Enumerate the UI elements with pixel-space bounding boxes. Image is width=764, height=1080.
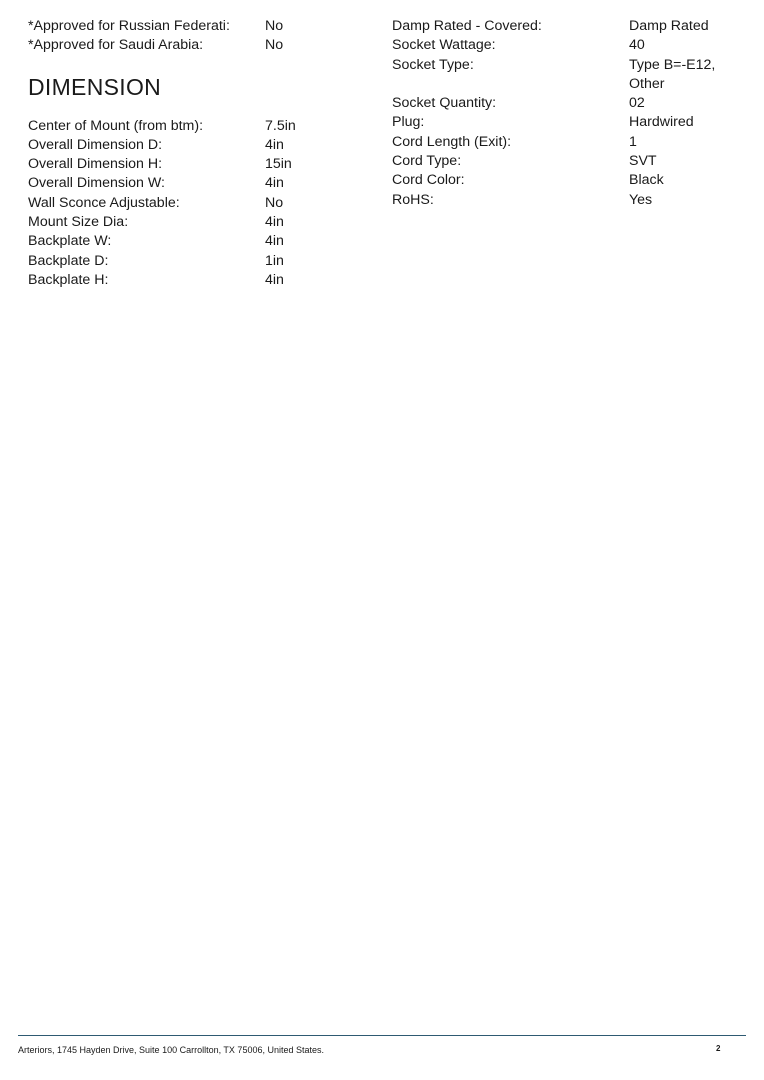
spec-row-overall-dimension-h [28, 155, 358, 174]
spec-label: *Approved for Saudi Arabia: [28, 37, 204, 54]
right-spec-column [392, 17, 732, 210]
spec-label: Center of Mount (from btm): [28, 117, 204, 134]
spec-value: Yes [629, 191, 653, 208]
spec-label: Backplate D: [28, 252, 109, 269]
spec-value-line: Other [629, 75, 665, 92]
spec-row-overall-dimension-w [28, 174, 358, 193]
spec-row-cord-type [392, 152, 732, 171]
spec-value: No [265, 194, 284, 211]
spec-value: 4in [265, 214, 284, 231]
spec-value: 15in [265, 156, 292, 173]
spec-row-socket-quantity [392, 94, 732, 113]
spec-row-backplate-h [28, 271, 358, 290]
spec-value: 4in [265, 233, 284, 250]
spec-label: Wall Sconce Adjustable: [28, 194, 180, 211]
spec-label: Socket Wattage: [392, 37, 496, 54]
spec-row-plug [392, 113, 732, 132]
footer-divider [18, 1035, 746, 1036]
spec-row-socket-wattage [392, 36, 732, 55]
spec-label: Overall Dimension W: [28, 175, 165, 192]
spec-label: Cord Color: [392, 172, 465, 189]
spec-label: Overall Dimension D: [28, 136, 163, 153]
left-spec-column [28, 17, 358, 290]
spec-value: 7.5in [265, 117, 296, 134]
spec-row-socket-type [392, 56, 732, 95]
spec-value: 1in [265, 252, 284, 269]
page-number: 2 [716, 1044, 721, 1053]
dimension-heading: DIMENSION [28, 73, 162, 100]
spec-row-saudi-approval [28, 36, 358, 55]
spec-row-wall-sconce-adjustable [28, 194, 358, 213]
spec-row-backplate-d [28, 252, 358, 271]
spec-row-cord-color [392, 171, 732, 190]
spec-row-center-of-mount [28, 117, 358, 136]
spec-value: 02 [629, 95, 645, 112]
spec-row-mount-size-dia [28, 213, 358, 232]
spec-value: SVT [629, 153, 657, 170]
spec-row-damp-rated [392, 17, 732, 36]
spec-label: Cord Type: [392, 153, 462, 170]
spec-row-rohs [392, 191, 732, 210]
spec-label: *Approved for Russian Federati: [28, 18, 230, 34]
spec-label: Socket Type: [392, 56, 474, 73]
spec-value: 4in [265, 175, 284, 192]
spec-label: Backplate H: [28, 271, 109, 288]
spec-value: Black [629, 172, 664, 189]
spec-value: 4in [265, 136, 284, 153]
spec-label: Overall Dimension H: [28, 156, 163, 173]
spec-label: Backplate W: [28, 233, 112, 250]
spec-value: Hardwired [629, 114, 694, 131]
spec-row-russia-approval [28, 17, 358, 36]
spec-value: No [265, 18, 284, 34]
spec-value: 1 [629, 133, 637, 150]
spec-label: Damp Rated - Covered: [392, 18, 542, 34]
spec-value: 40 [629, 37, 645, 54]
footer-address: Arteriors, 1745 Hayden Drive, Suite 100 Carrollton, TX 75006, United States. [18, 1045, 324, 1055]
spec-value: 4in [265, 271, 284, 288]
spec-row-backplate-w [28, 232, 358, 251]
spec-label: Socket Quantity: [392, 95, 497, 112]
spec-row-cord-length [392, 133, 732, 152]
spec-label: RoHS: [392, 191, 434, 208]
spec-value: No [265, 37, 284, 54]
spec-value-multiline [629, 56, 732, 95]
spec-value-line: Type B=-E12, [629, 56, 716, 73]
spec-label: Plug: [392, 114, 425, 131]
spec-value: Damp Rated [629, 18, 709, 34]
spec-row-overall-dimension-d [28, 136, 358, 155]
spec-label: Cord Length (Exit): [392, 133, 512, 150]
spec-label: Mount Size Dia: [28, 214, 129, 231]
